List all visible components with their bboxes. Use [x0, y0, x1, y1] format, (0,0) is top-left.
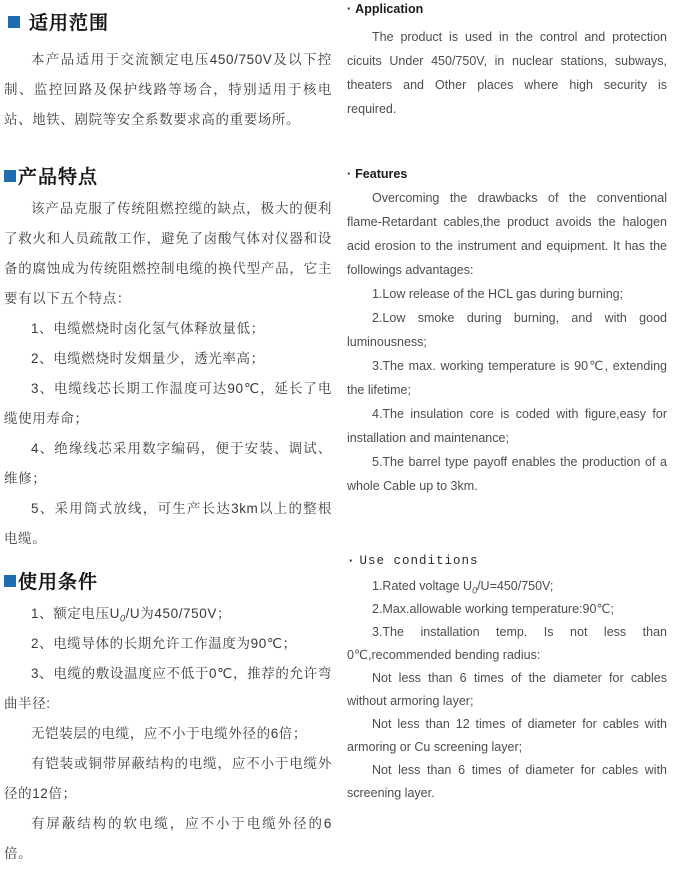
- section-heading-features-cn: [4, 162, 332, 189]
- rated-voltage-text: 1.Rated voltage U: [372, 579, 473, 593]
- application-paragraph-cn: 本产品适用于交流额定电压450/750V及以下控制、监控回路及保护线路等场合，特别适用于核电站、地铁、剧院等安全系数要求高的重要场所。: [4, 52, 332, 127]
- section-heading-features-en: [347, 167, 667, 181]
- conditions-item-en: 3.The installation temp. Is not less than 0℃,recommended bending radius:: [347, 625, 667, 662]
- heading-text: Application: [355, 2, 424, 16]
- conditions-subitem-cn: 有铠装或铜带屏蔽结构的电缆，应不小于电缆外径的12倍；: [4, 756, 332, 801]
- section-heading-application-en: [347, 2, 667, 16]
- heading-text: 产品特点: [18, 167, 99, 188]
- conditions-item-en: 2.Max.allowable working temperature:90℃;: [372, 602, 614, 616]
- heading-text: 使用条件: [18, 572, 99, 593]
- features-item-cn: 3、电缆线芯长期工作温度可达90℃，延长了电缆使用寿命；: [4, 381, 332, 426]
- conditions-item-cn: [4, 599, 332, 629]
- conditions-subitem-cn: 无铠装层的电缆，应不小于电缆外径的6倍；: [31, 726, 308, 741]
- conditions-subitem-en: Not less than 6 times of diameter for cables with screening layer.: [347, 763, 667, 800]
- blue-square-icon: [4, 170, 16, 182]
- conditions-item-cn: 2、电缆导体的长期允许工作温度为90℃；: [31, 636, 297, 651]
- conditions-subitem-en: Not less than 12 times of diameter for cables with armoring or Cu screening layer;: [347, 717, 667, 754]
- rated-voltage-text: /U为450/750V；: [125, 606, 232, 621]
- section-heading-application-cn: [8, 8, 332, 35]
- heading-text: 适用范围: [29, 13, 110, 34]
- features-item-cn: 2、电缆燃烧时发烟量少，透光率高；: [31, 351, 265, 366]
- heading-text: Features: [355, 167, 408, 181]
- features-item-en: 1.Low release of the HCL gas during burning;: [372, 287, 624, 301]
- blue-square-icon: [8, 16, 20, 28]
- dot-bullet-icon: ·: [347, 2, 352, 16]
- features-intro-cn: 该产品克服了传统阻燃控缆的缺点，极大的便利了救火和人员疏散工作，避免了卤酸气体对仪器和设备的腐蚀成为传统阻燃控制电缆的换代型产品，它主要有以下五个特点：: [4, 201, 332, 306]
- application-paragraph-en: The product is used in the control and protection cicuits Under 450/750V, in nuclear stations, subways, theaters and Other places where high security is required.: [347, 30, 667, 116]
- conditions-subitem-en: Not less than 6 times of the diameter for cables without armoring layer;: [347, 671, 667, 708]
- heading-text: Use conditions: [359, 554, 479, 568]
- blue-square-icon: [4, 575, 16, 587]
- dot-bullet-icon: ·: [347, 554, 356, 568]
- english-column: [336, 0, 673, 799]
- section-heading-conditions-en: [347, 554, 667, 568]
- conditions-item-cn: 3、电缆的敷设温度应不低于0℃，推荐的允许弯曲半径:: [4, 666, 332, 711]
- section-heading-conditions-cn: [4, 567, 332, 594]
- features-intro-en: Overcoming the drawbacks of the conventional flame-Retardant cables,the product avoids the halogen acid erosion to the instrument and equipment. It has the followings advantages:: [347, 191, 667, 277]
- rated-voltage-text: /U=450/750V;: [477, 579, 554, 593]
- features-item-cn: 1、电缆燃烧时卤化氢气体释放量低；: [31, 321, 265, 336]
- conditions-item-en: [347, 575, 667, 598]
- dot-bullet-icon: ·: [347, 167, 352, 181]
- features-item-en: 3.The max. working temperature is 90℃, extending the lifetime;: [347, 359, 667, 397]
- features-item-en: 4.The insulation core is coded with figure,easy for installation and maintenance;: [347, 407, 667, 445]
- features-item-cn: 5、采用筒式放线，可生产长达3km以上的整根电缆。: [4, 501, 332, 546]
- subscript-zero: 0: [472, 585, 478, 596]
- features-item-en: 5.The barrel type payoff enables the production of a whole Cable up to 3km.: [347, 455, 667, 493]
- conditions-subitem-cn: 有屏蔽结构的软电缆，应不小于电缆外径的6倍。: [4, 816, 332, 861]
- features-item-en: 2.Low smoke during burning, and with good luminousness;: [347, 311, 667, 349]
- chinese-column: [0, 0, 336, 861]
- rated-voltage-text: 1、额定电压U: [31, 606, 120, 621]
- features-item-cn: 4、绝缘线芯采用数字编码，便于安装、调试、维修；: [4, 441, 332, 486]
- subscript-zero: 0: [119, 613, 126, 624]
